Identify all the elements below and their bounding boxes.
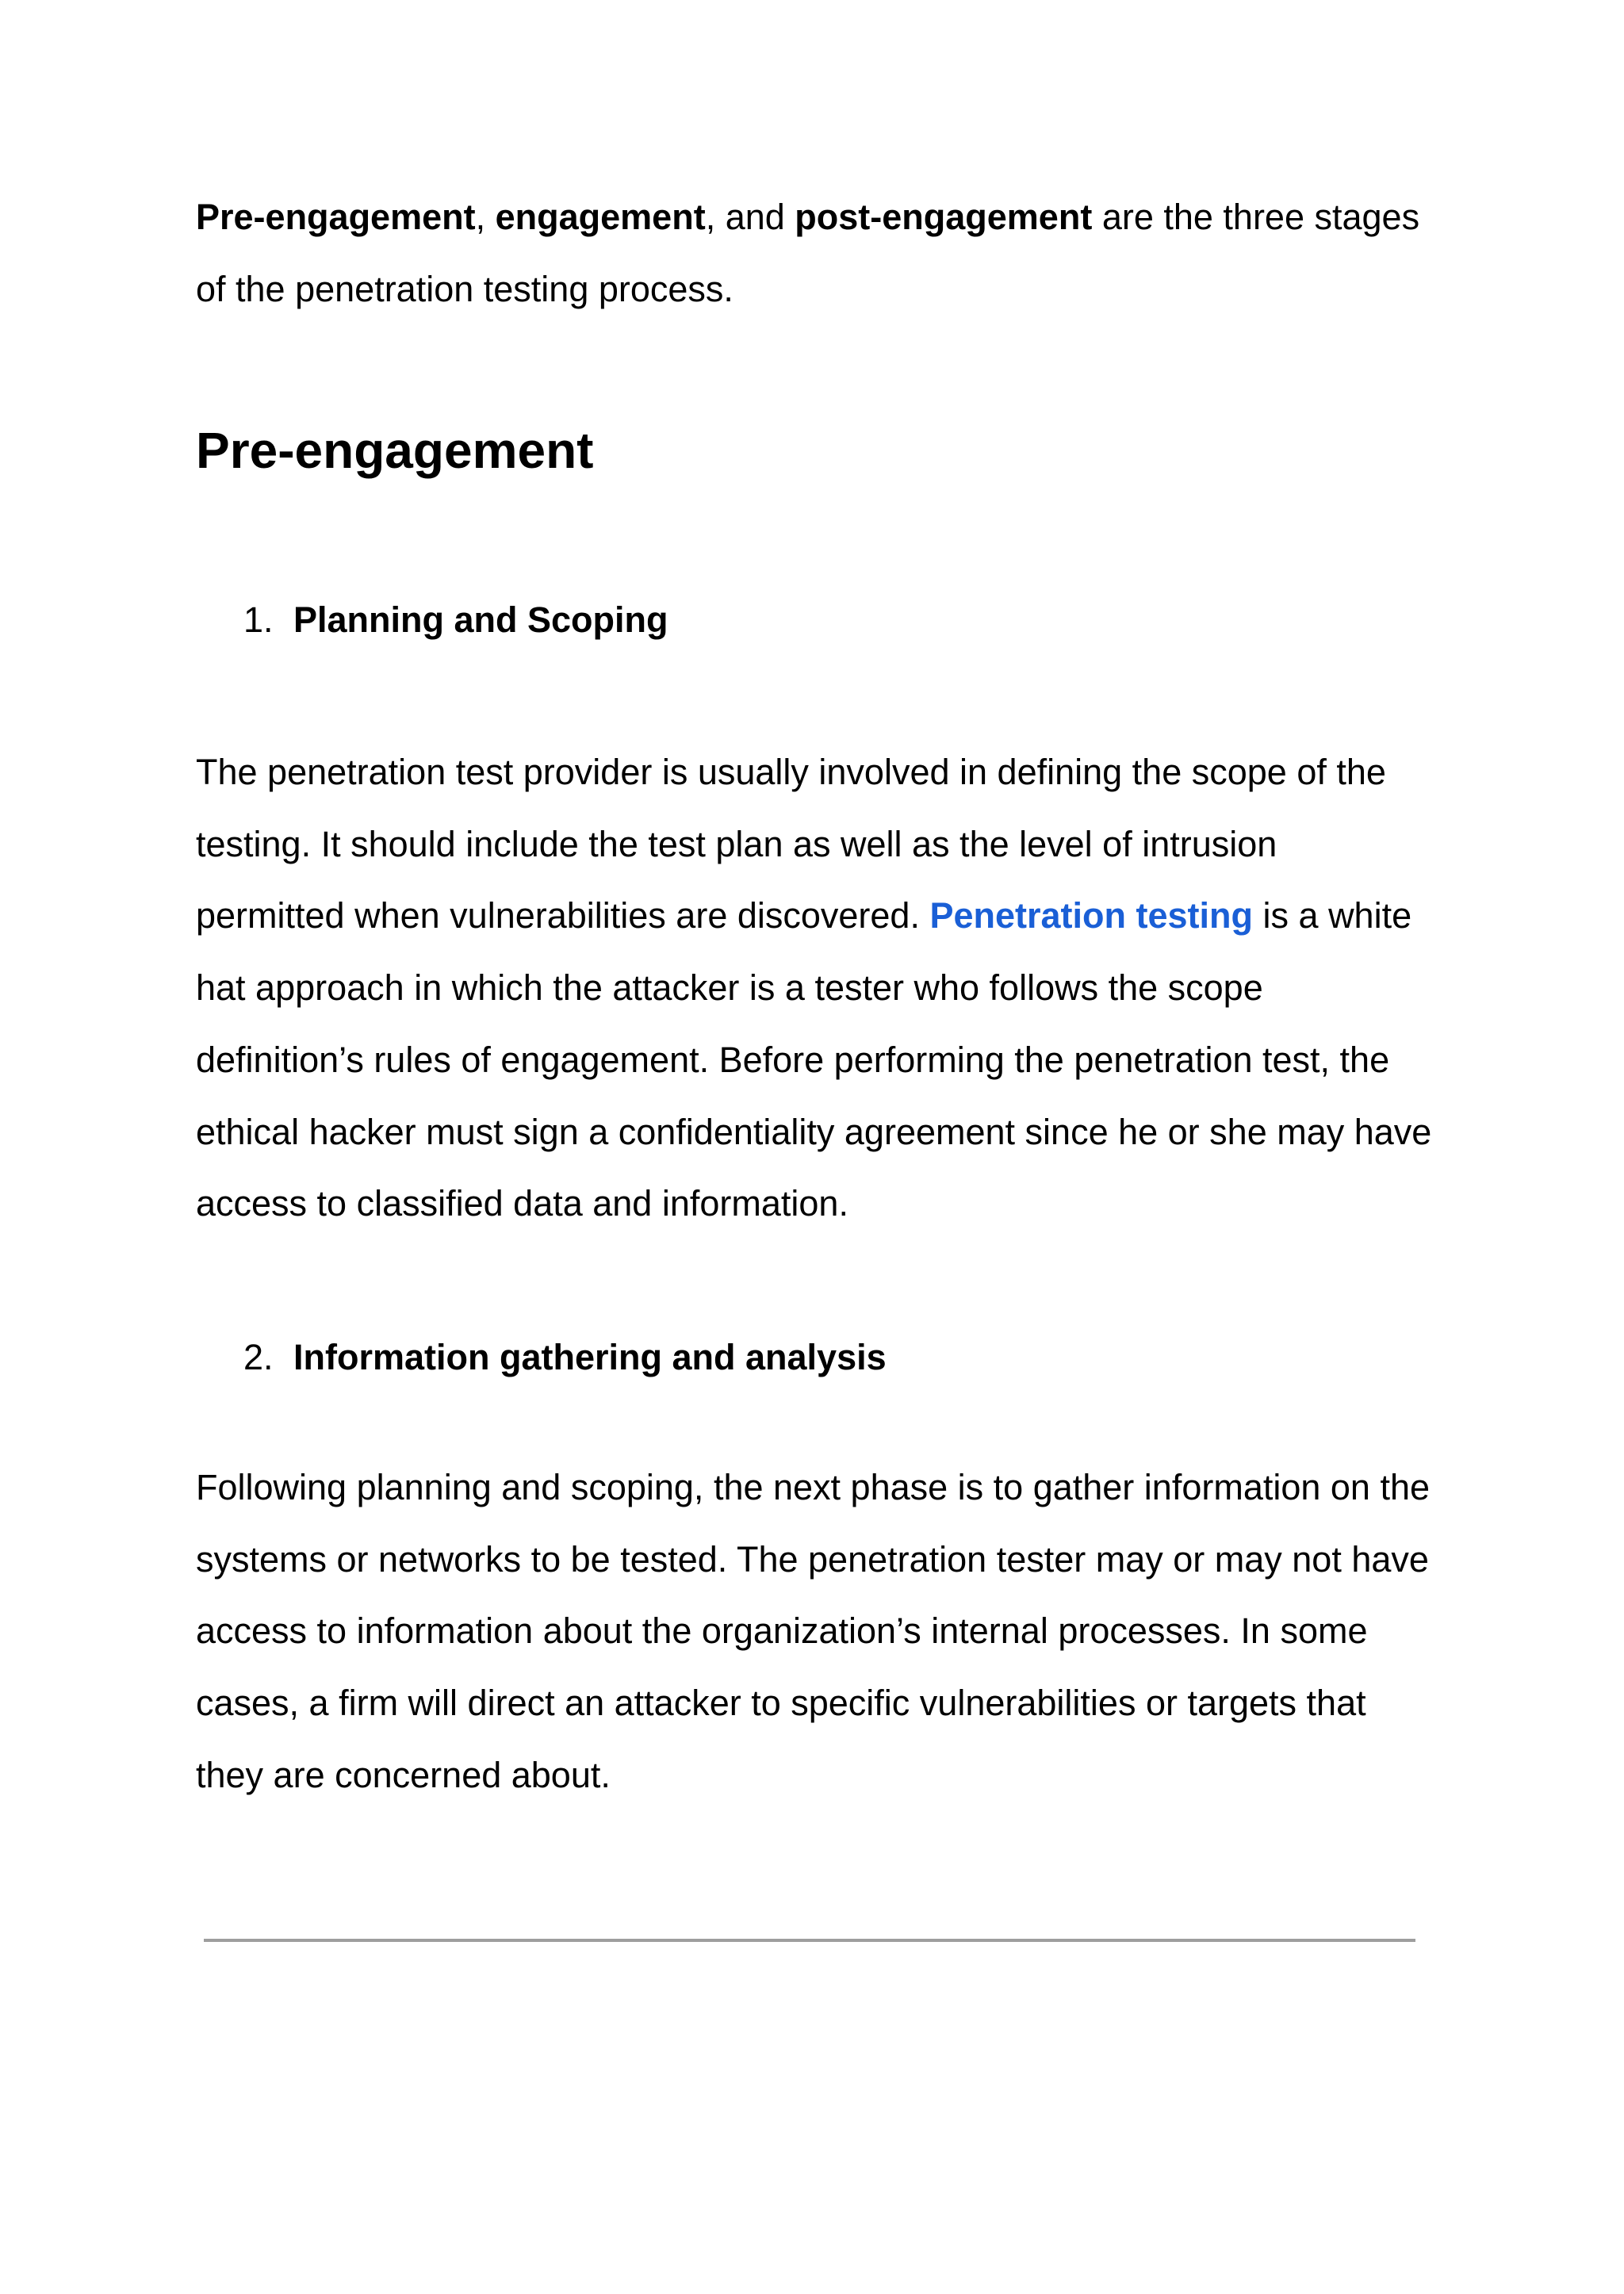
list-item-planning — [243, 592, 668, 648]
intro-separator: , and — [705, 197, 795, 237]
paragraph-text: The penetration test provider is usually involved in defining the scope of the testing. It should include the test plan as well as the level of intrusion permitted when vulnerabilities are discovered. — [196, 752, 1386, 936]
intro-term-pre-engagement: Pre-engagement — [196, 197, 476, 237]
penetration-testing-link[interactable]: Penetration testing — [929, 895, 1254, 936]
list-number: 1. — [243, 599, 274, 640]
intro-paragraph — [196, 182, 1433, 325]
list-item-title: Information gathering and analysis — [293, 1337, 887, 1377]
intro-term-engagement: engagement — [495, 197, 706, 237]
intro-text: are the three stages of the penetration testing process. — [196, 197, 1420, 309]
planning-paragraph — [196, 737, 1433, 1240]
information-gathering-paragraph: Following planning and scoping, the next phase is to gather information on the systems or networks to be tested. The penetration tester may or may not have access to information about the organization’s internal processes. In some cases, a firm will direct an attacker to specific vulnerabilities or targets that they are concerned about. — [196, 1467, 1431, 1795]
paragraph-text: is a white hat approach in which the attacker is a tester who follows the scope definition’s rules of engagement. Before performing the penetration test, the ethical hacker must sign a confidentiality agreement since he or she may have access to classified data and information. — [196, 895, 1432, 1224]
list-item-title: Planning and Scoping — [293, 599, 668, 640]
list-number: 2. — [243, 1337, 274, 1377]
intro-separator: , — [475, 197, 496, 237]
list-item-information-gathering — [243, 1330, 887, 1385]
section-heading: Pre-engagement — [196, 422, 594, 479]
horizontal-divider — [204, 1939, 1415, 1942]
intro-term-post-engagement: post-engagement — [795, 197, 1093, 237]
